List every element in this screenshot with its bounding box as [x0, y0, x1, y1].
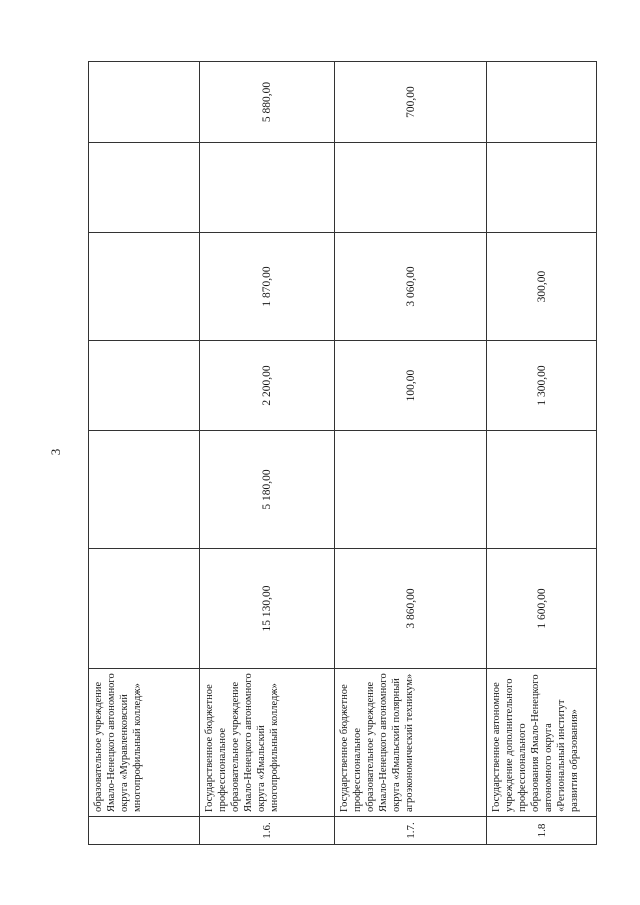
value-cell: 1 870,00 [200, 233, 335, 341]
value-cell: 15 130,00 [200, 549, 335, 669]
value-cell [89, 431, 200, 549]
value-cell: 1 600,00 [487, 549, 597, 669]
row-number: 1.8 [487, 817, 597, 845]
value-cell [487, 143, 597, 233]
value-cell [89, 143, 200, 233]
value-cell [200, 143, 335, 233]
row-number [89, 817, 200, 845]
budget-table [88, 61, 597, 845]
value-cell: 300,00 [487, 233, 597, 341]
row-number: 1.7. [335, 817, 487, 845]
page-number: 3 [48, 448, 63, 456]
institution-name: образовательное учреждение Ямало-Ненецкого автономного округа «Муравленковский многопрофильный колледж» [89, 669, 200, 817]
value-cell [335, 143, 487, 233]
table-wrapper [88, 62, 596, 845]
rotated-table-frame [88, 62, 596, 845]
value-cell: 700,00 [335, 62, 487, 143]
value-cell: 5 180,00 [200, 431, 335, 549]
value-cell: 5 880,00 [200, 62, 335, 143]
institution-name: Государственное бюджетное профессиональное образовательное учреждение Ямало-Ненецкого автономного округа «Ямальский многопрофильный колледж» [200, 669, 335, 817]
value-cell [89, 62, 200, 143]
table-row [335, 62, 487, 845]
value-cell [487, 431, 597, 549]
table-row [200, 62, 335, 845]
value-cell: 3 060,00 [335, 233, 487, 341]
value-cell [335, 431, 487, 549]
value-cell [89, 549, 200, 669]
value-cell: 100,00 [335, 341, 487, 431]
value-cell [487, 62, 597, 143]
institution-name: Государственное автономное учреждение дополнительного профессионального образования Ямало-Ненецкого автономного округа «Региональный институт развития образования» [487, 669, 597, 817]
value-cell [89, 233, 200, 341]
institution-name: Государственное бюджетное профессиональное образовательное учреждение Ямало-Ненецкого автономного округа «Ямальский полярный агроэкономический техникум» [335, 669, 487, 817]
table-row [487, 62, 597, 845]
row-number: 1.6. [200, 817, 335, 845]
table-row [89, 62, 200, 845]
value-cell [89, 341, 200, 431]
value-cell: 1 300,00 [487, 341, 597, 431]
value-cell: 2 200,00 [200, 341, 335, 431]
value-cell: 3 860,00 [335, 549, 487, 669]
